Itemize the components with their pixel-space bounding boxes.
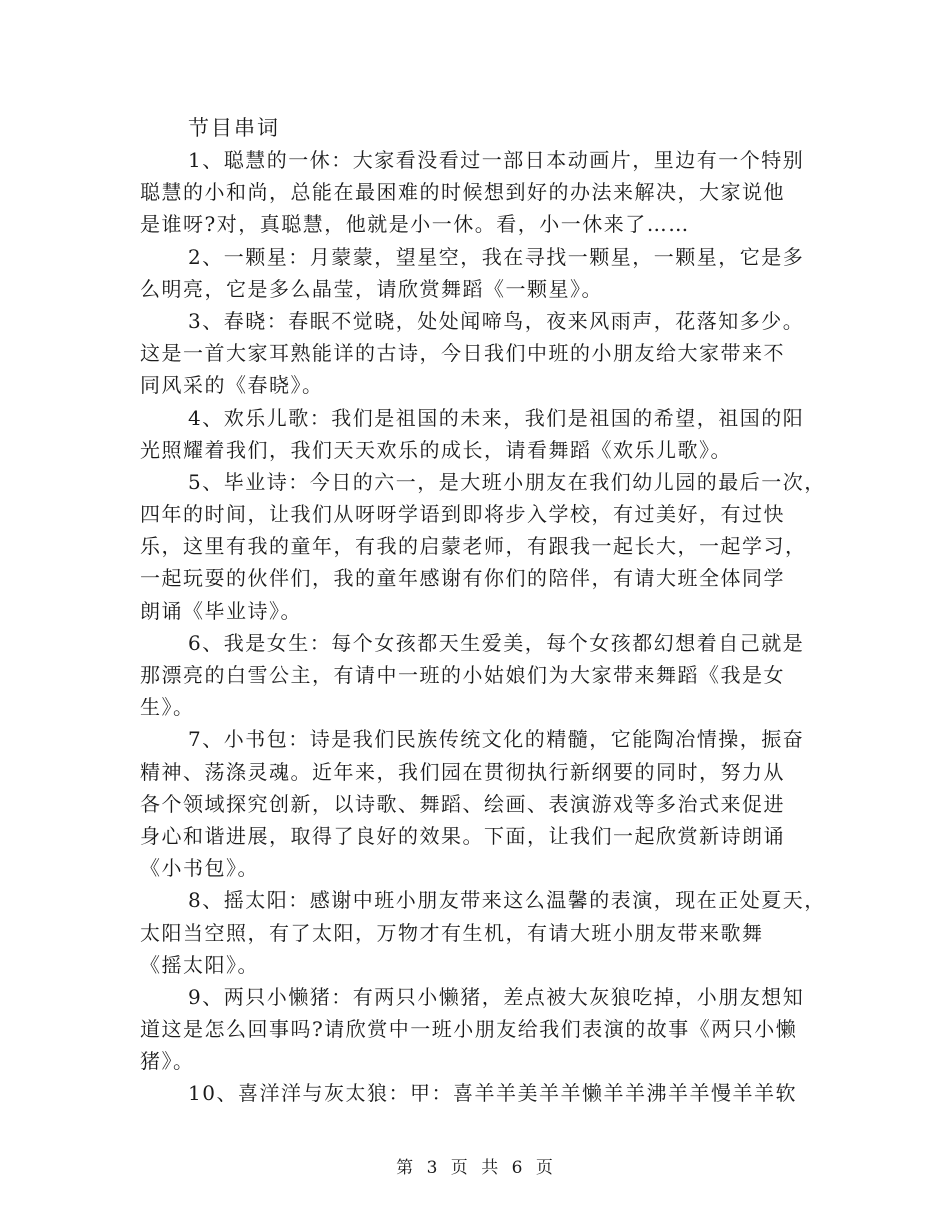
paragraph-line: 2、一颗星：月蒙蒙，望星空，我在寻找一颗星，一颗星，它是多 [188,244,805,269]
paragraph [140,402,820,466]
paragraph-line: 6、我是女生：每个女孩都天生爱美，每个女孩都幻想着自己就是 [188,630,805,655]
paragraph-line: 道这是怎么回事吗?请欣赏中一班小朋友给我们表演的故事《两只小懒 [140,1017,798,1042]
paragraph-line: 聪慧的小和尚，总能在最困难的时候想到好的办法来解决，大家说他 [140,180,785,205]
paragraph-line: 3、春晓：春眠不觉晓，处处闻啼鸟，夜来风雨声，花落知多少。 [188,308,805,333]
paragraph-line: 生》。 [140,695,195,720]
paragraph-line: 光照耀着我们，我们天天欢乐的成长，请看舞蹈《欢乐儿歌》。 [140,437,732,462]
page-footer: 第 3 页 共 6 页 [396,1158,554,1178]
paragraph [140,144,820,241]
paragraph-line: 4、欢乐儿歌：我们是祖国的未来，我们是祖国的希望，祖国的阳 [188,405,805,430]
paragraph-line: 这是一首大家耳熟能详的古诗，今日我们中班的小朋友给大家带来不 [140,341,785,366]
document-title: 节目串词 [188,116,280,140]
paragraph [140,466,826,627]
paragraph [140,981,820,1078]
paragraph-line: 猪》。 [140,1049,195,1074]
paragraph-line: 1、聪慧的一休：大家看没看过一部日本动画片，里边有一个特别 [188,148,805,172]
paragraph [140,241,820,305]
paragraph-line: 么明亮，它是多么晶莹，请欣赏舞蹈《一颗星》。 [140,276,603,301]
paragraph-line: 9、两只小懒猪：有两只小懒猪，差点被大灰狼吃掉，小朋友想知 [188,984,805,1009]
paragraph [140,723,820,884]
paragraph-line: 5、毕业诗：今日的六一，是大班小朋友在我们幼儿园的最后一次， [188,469,826,494]
paragraph-line: 那漂亮的白雪公主，有请中一班的小姑娘们为大家带来舞蹈《我是女 [140,663,785,687]
paragraph [140,627,820,724]
paragraph-line: 《小书包》。 [140,856,259,881]
paragraph [140,1077,820,1109]
paragraph-line: 一起玩耍的伙伴们，我的童年感谢有你们的陪伴，有请大班全体同学 [140,566,785,591]
document-body [140,144,826,1110]
paragraph-line: 四年的时间，让我们从呀呀学语到即将步入学校，有过美好，有过快 [140,502,785,527]
paragraph-line: 精神、荡涤灵魂。近年来，我们园在贯彻执行新纲要的同时，努力从 [140,759,785,784]
paragraph-line: 身心和谐进展，取得了良好的效果。下面，让我们一起欣赏新诗朗诵 [140,823,785,848]
paragraph-line: 《摇太阳》。 [140,952,259,977]
paragraph-line: 7、小书包：诗是我们民族传统文化的精髓，它能陶冶情操，振奋 [188,727,805,752]
paragraph-line: 10、喜洋洋与灰太狼：甲：喜羊羊美羊羊懒羊羊沸羊羊慢羊羊软 [188,1081,797,1106]
paragraph-line: 太阳当空照，有了太阳，万物才有生机，有请大班小朋友带来歌舞 [140,920,764,945]
paragraph-line: 乐，这里有我的童年，有我的启蒙老师，有跟我一起长大，一起学习， [140,534,807,559]
paragraph-line: 8、摇太阳：感谢中班小朋友带来这么温馨的表演，现在正处夏天， [188,888,826,913]
paragraph-line: 同风采的《春晓》。 [140,373,324,398]
paragraph [140,884,826,981]
paragraph-line: 是谁呀?对，真聪慧，他就是小一休。看，小一休来了…… [140,212,690,237]
paragraph [140,305,820,402]
paragraph-line: 朗诵《毕业诗》。 [140,598,302,623]
paragraph-line: 各个领域探究创新，以诗歌、舞蹈、绘画、表演游戏等多治式来促进 [140,791,785,816]
